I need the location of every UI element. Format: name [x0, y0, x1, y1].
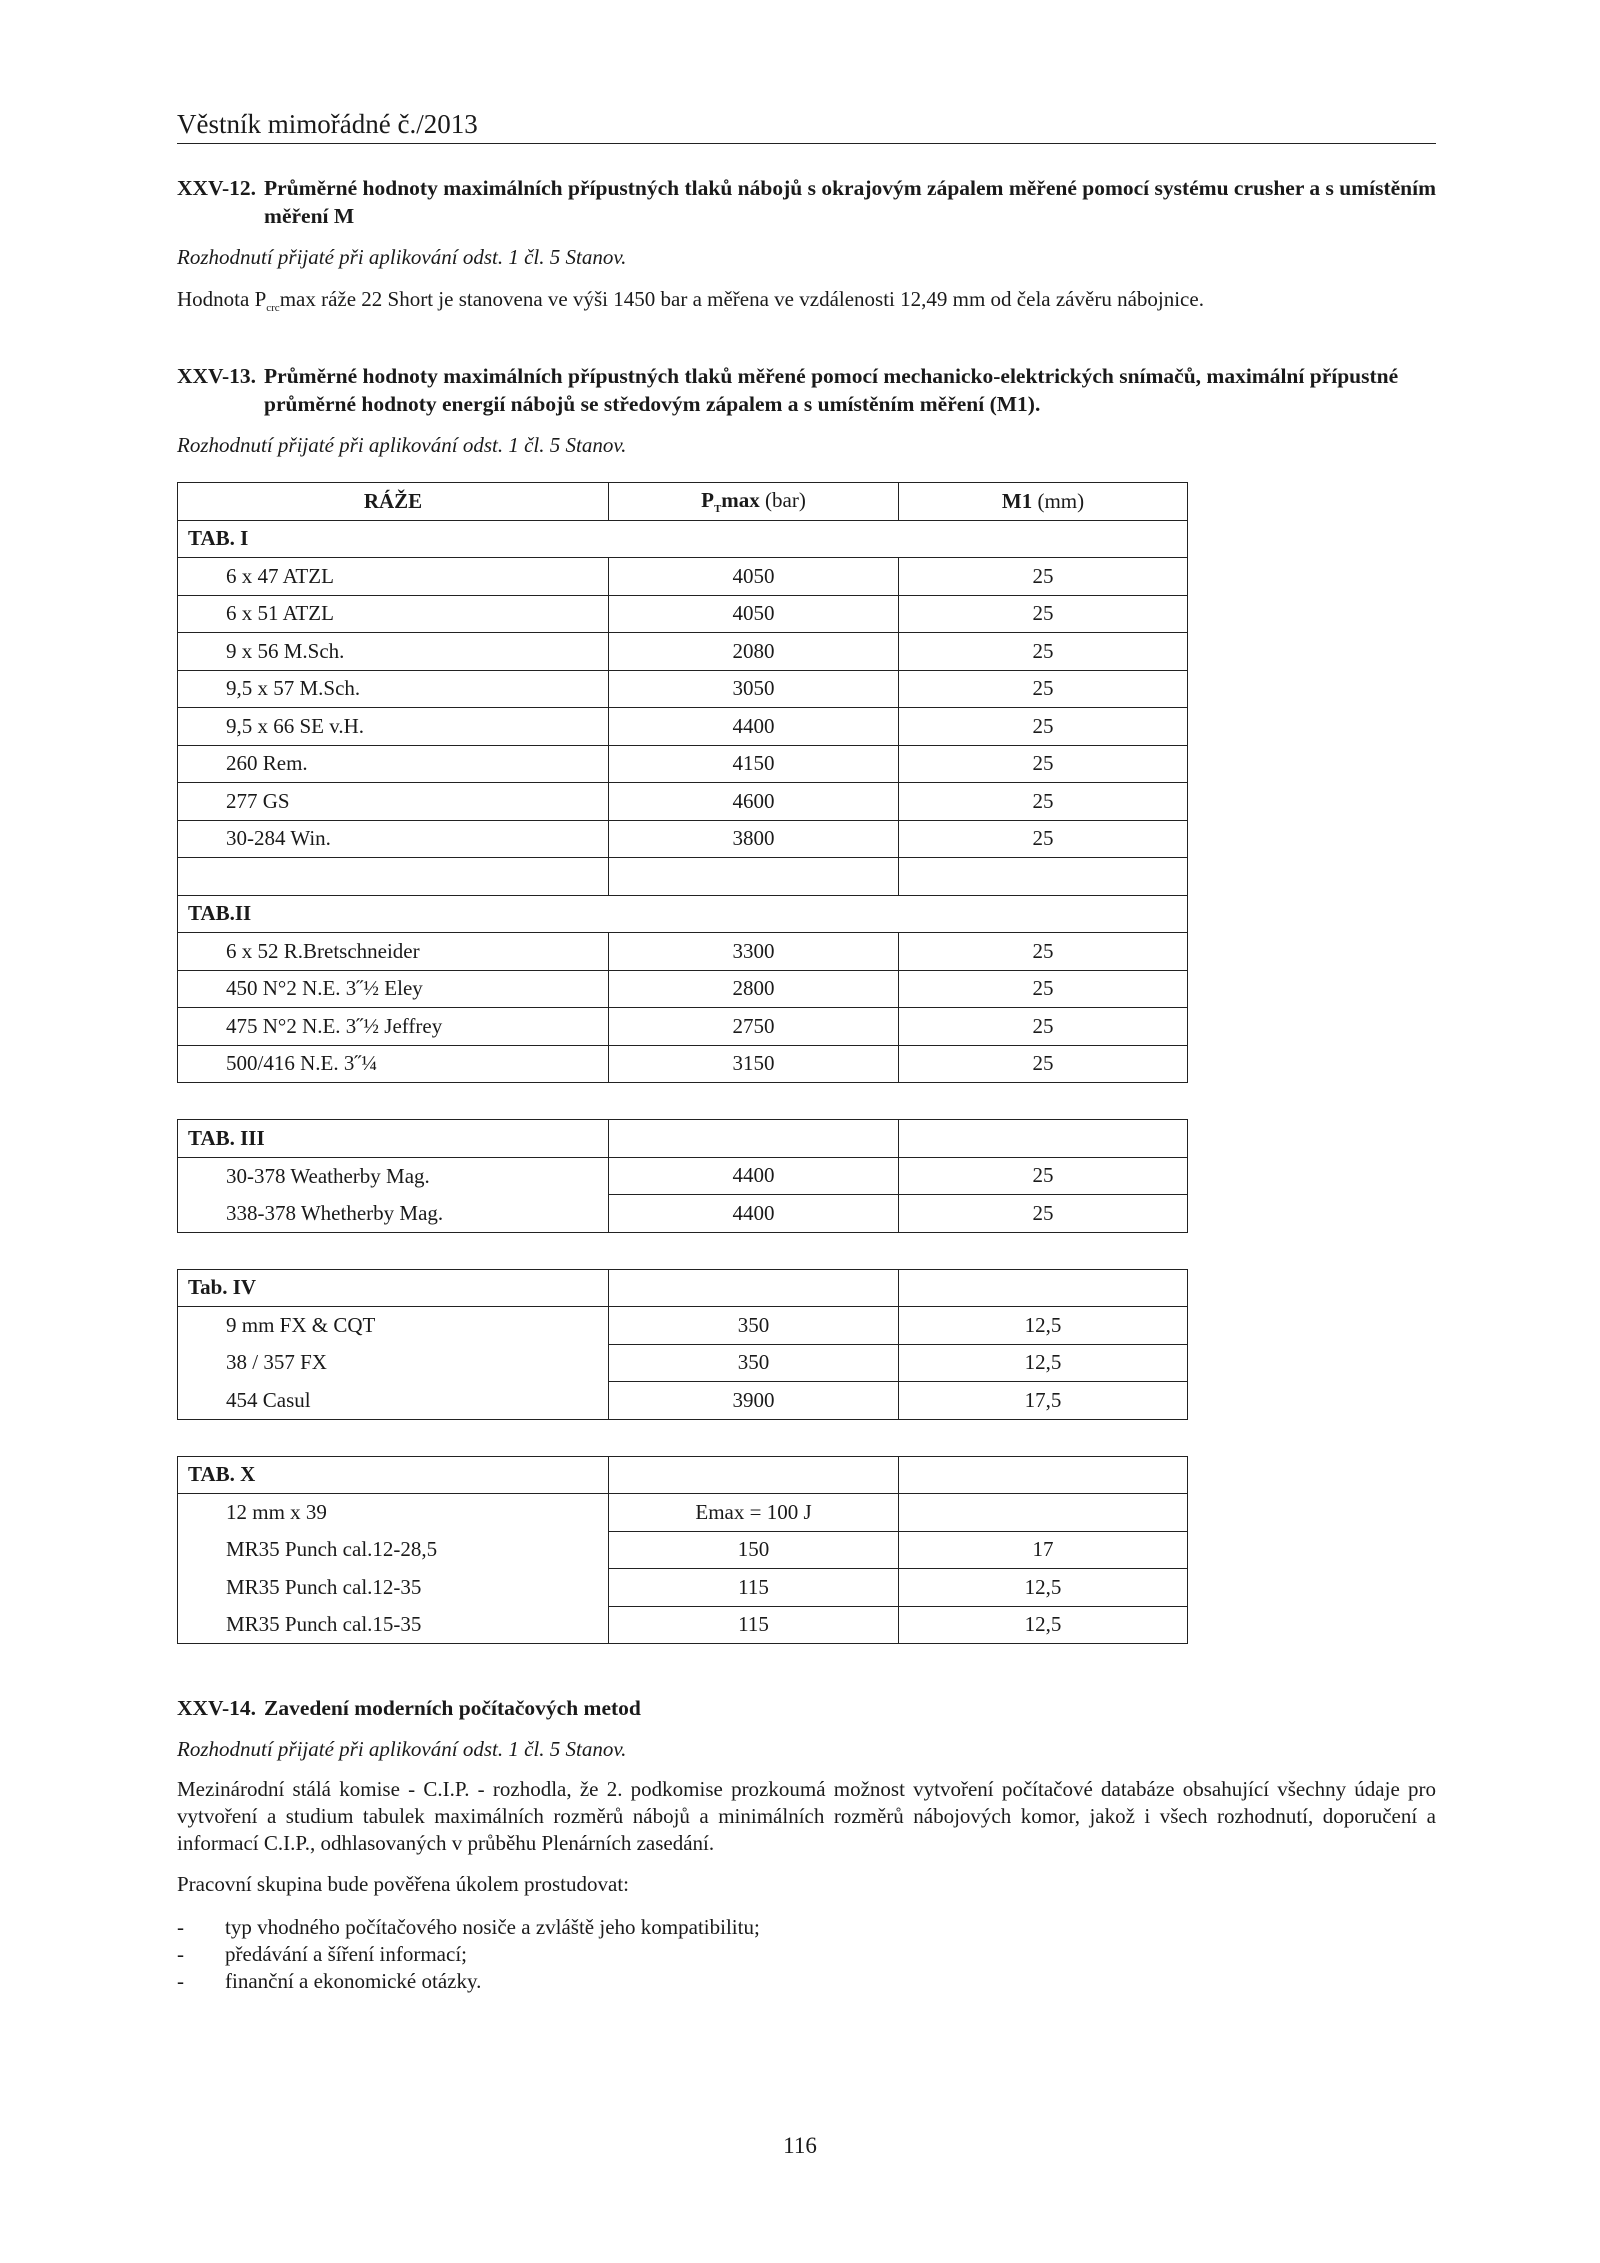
pmax-cell: 2750 — [609, 1008, 899, 1046]
group-label: TAB. I — [178, 520, 1188, 558]
caliber-cell: MR35 Punch cal.12-28,5 — [178, 1531, 609, 1569]
m1-cell: 12,5 — [899, 1344, 1188, 1382]
list-item-text: finanční a ekonomické otázky. — [225, 1969, 482, 1993]
pmax-cell: 4600 — [609, 783, 899, 821]
caliber-cell: 9,5 x 66 SE v.H. — [178, 708, 609, 746]
table-row — [178, 1008, 1188, 1046]
empty-cell — [609, 858, 899, 896]
caliber-cell: 6 x 47 ATZL — [178, 558, 609, 596]
table-row — [178, 1606, 1188, 1644]
pmax-cell: 150 — [609, 1531, 899, 1569]
m1-cell: 25 — [899, 820, 1188, 858]
decision-note: Rozhodnutí přijaté při aplikování odst. 1 čl. 5 Stanov. — [177, 433, 627, 457]
pmax-cell: 4400 — [609, 708, 899, 746]
section-number: XXV-13. — [177, 364, 257, 388]
bullet-dash: - — [177, 1969, 184, 1993]
m1-cell: 25 — [899, 783, 1188, 821]
paragraph-database: Mezinárodní stálá komise - C.I.P. - rozhodla, že 2. podkomise prozkoumá možnost vytvoření počítačové databáze obsahující všechny údaje pro vytvoření a studium tabulek maximálních rozměrů nábojů a minimálních rozměrů nábojových komor, jakož i všech rozhodnutí, doporučení a informací C.I.P., odhlasovaných v průběhu Plenárních zasedání. — [177, 1777, 1436, 1855]
group-label-row — [178, 1456, 1188, 1494]
table-row — [178, 708, 1188, 746]
group-label: Tab. IV — [178, 1269, 609, 1307]
caliber-cell: MR35 Punch cal.12-35 — [178, 1569, 609, 1607]
list-item — [177, 1941, 1436, 1968]
empty-cell — [609, 1456, 899, 1494]
empty-cell — [899, 1456, 1188, 1494]
pmax-cell: Emax = 100 J — [609, 1494, 899, 1532]
table-row — [178, 1045, 1188, 1083]
m1-cell: 25 — [899, 633, 1188, 671]
caliber-cell: 30-378 Weatherby Mag. — [178, 1157, 609, 1195]
table-row — [178, 558, 1188, 596]
m1-cell: 25 — [899, 970, 1188, 1008]
section-number: XXV-14. — [177, 1696, 257, 1720]
empty-cell — [899, 1269, 1188, 1307]
pmax-cell: 4400 — [609, 1195, 899, 1233]
group-label: TAB. III — [178, 1120, 609, 1158]
pmax-cell: 4050 — [609, 558, 899, 596]
table-row — [178, 1307, 1188, 1345]
column-header-pmax: $P_T\max$ (bar) — [609, 483, 899, 521]
pmax-cell: 350 — [609, 1307, 899, 1345]
table-spacer — [178, 1083, 1188, 1120]
table-row — [178, 820, 1188, 858]
group-label-row — [178, 1269, 1188, 1307]
m1-cell: 25 — [899, 933, 1188, 971]
caliber-cell: 9 x 56 M.Sch. — [178, 633, 609, 671]
section-title: Průměrné hodnoty maximálních přípustných tlaků nábojů s okrajovým zápalem měřené pomocí systému crusher a s umístěním měření M — [264, 176, 1436, 228]
caliber-cell: 475 N°2 N.E. 3˝½ Jeffrey — [178, 1008, 609, 1046]
decision-note: Rozhodnutí přijaté při aplikování odst. 1 čl. 5 Stanov. — [177, 245, 627, 269]
group-label-row — [178, 520, 1188, 558]
paragraph-pcrc: Hodnota $P_{crc}\max$ ráže 22 Short je stanovena ve výši 1450 bar a měřena ve vzdálenosti 12,49 mm od čela závěru nábojnice. — [177, 287, 1204, 314]
group-label: TAB.II — [178, 895, 1188, 933]
decision-note: Rozhodnutí přijaté při aplikování odst. 1 čl. 5 Stanov. — [177, 1737, 627, 1761]
group-label: TAB. X — [178, 1456, 609, 1494]
m1-cell: 25 — [899, 745, 1188, 783]
group-label-row — [178, 1120, 1188, 1158]
pmax-cell: 4050 — [609, 595, 899, 633]
pmax-cell: 3800 — [609, 820, 899, 858]
m1-cell: 25 — [899, 1008, 1188, 1046]
caliber-cell: 500/416 N.E. 3˝¼ — [178, 1045, 609, 1083]
m1-cell: 12,5 — [899, 1606, 1188, 1644]
list-item — [177, 1914, 1436, 1941]
pmax-cell: 3900 — [609, 1382, 899, 1420]
caliber-cell: 9,5 x 57 M.Sch. — [178, 670, 609, 708]
pmax-cell: 2080 — [609, 633, 899, 671]
paragraph-working-group: Pracovní skupina bude pověřena úkolem prostudovat: — [177, 1872, 629, 1896]
pmax-cell: 3050 — [609, 670, 899, 708]
empty-cell — [609, 1120, 899, 1158]
m1-cell — [899, 1494, 1188, 1532]
table-row — [178, 670, 1188, 708]
section-number: XXV-12. — [177, 176, 257, 200]
section-heading-xxv-12 — [177, 174, 1436, 230]
section-heading-xxv-14 — [177, 1694, 1436, 1722]
pmax-cell: 115 — [609, 1606, 899, 1644]
table-row — [178, 933, 1188, 971]
caliber-cell: MR35 Punch cal.15-35 — [178, 1606, 609, 1644]
table-row — [178, 1569, 1188, 1607]
table-header-row — [178, 483, 1188, 521]
table-row-empty — [178, 858, 1188, 896]
pmax-cell: 350 — [609, 1344, 899, 1382]
caliber-cell: 450 N°2 N.E. 3˝½ Eley — [178, 970, 609, 1008]
subscript-crc: crc — [266, 302, 280, 314]
table-row — [178, 745, 1188, 783]
section-title: Zavedení moderních počítačových metod — [264, 1696, 641, 1720]
m1-cell: 17 — [899, 1531, 1188, 1569]
m1-cell: 12,5 — [899, 1569, 1188, 1607]
page-number: 116 — [783, 2133, 817, 2158]
caliber-cell: 9 mm FX & CQT — [178, 1307, 609, 1345]
list-item — [177, 1968, 1436, 1995]
table-spacer — [178, 1232, 1188, 1269]
bullet-list — [177, 1914, 1436, 1995]
table-row — [178, 1344, 1188, 1382]
column-header-m1: M1 (mm) — [899, 483, 1188, 521]
m1-cell: 25 — [899, 1195, 1188, 1233]
caliber-cell: 338-378 Whetherby Mag. — [178, 1195, 609, 1233]
m1-cell: 12,5 — [899, 1307, 1188, 1345]
section-title: Průměrné hodnoty maximálních přípustných tlaků měřené pomocí mechanicko-elektrických snímačů, maximální přípustné průměrné hodnoty energií nábojů se středovým zápalem a s umístěním měření (M1). — [264, 364, 1399, 416]
empty-cell — [899, 1120, 1188, 1158]
table-row — [178, 1494, 1188, 1532]
caliber-cell: 38 / 357 FX — [178, 1344, 609, 1382]
list-item-text: předávání a šíření informací; — [225, 1942, 467, 1966]
running-head: Věstník mimořádné č./2013 — [177, 108, 1436, 144]
pmax-cell: 115 — [609, 1569, 899, 1607]
m1-cell: 25 — [899, 670, 1188, 708]
m1-cell: 25 — [899, 558, 1188, 596]
caliber-cell: 6 x 52 R.Bretschneider — [178, 933, 609, 971]
table-row — [178, 1382, 1188, 1420]
bullet-dash: - — [177, 1915, 184, 1939]
empty-cell — [899, 858, 1188, 896]
table-row — [178, 595, 1188, 633]
pmax-cell: 4150 — [609, 745, 899, 783]
table-row — [178, 1157, 1188, 1195]
caliber-cell: 12 mm x 39 — [178, 1494, 609, 1532]
m1-cell: 25 — [899, 708, 1188, 746]
pmax-cell: 2800 — [609, 970, 899, 1008]
group-label-row — [178, 895, 1188, 933]
table-row — [178, 1531, 1188, 1569]
table-row — [178, 783, 1188, 821]
table-row — [178, 633, 1188, 671]
section-heading-xxv-13 — [177, 362, 1436, 418]
caliber-cell: 260 Rem. — [178, 745, 609, 783]
table-row — [178, 970, 1188, 1008]
empty-cell — [609, 1269, 899, 1307]
bullet-dash: - — [177, 1942, 184, 1966]
m1-cell: 25 — [899, 1157, 1188, 1195]
list-item-text: typ vhodného počítačového nosiče a zvláště jeho kompatibilitu; — [225, 1915, 760, 1939]
caliber-cell: 6 x 51 ATZL — [178, 595, 609, 633]
caliber-cell: 30-284 Win. — [178, 820, 609, 858]
column-header-caliber: RÁŽE — [178, 483, 609, 521]
document-page — [177, 108, 1436, 1995]
table-spacer — [178, 1419, 1188, 1456]
caliber-cell: 277 GS — [178, 783, 609, 821]
pmax-cell: 4400 — [609, 1157, 899, 1195]
pmax-cell: 3300 — [609, 933, 899, 971]
m1-cell: 17,5 — [899, 1382, 1188, 1420]
m1-cell: 25 — [899, 595, 1188, 633]
caliber-table — [177, 482, 1188, 1644]
table-row — [178, 1195, 1188, 1233]
empty-cell — [178, 858, 609, 896]
m1-cell: 25 — [899, 1045, 1188, 1083]
pmax-cell: 3150 — [609, 1045, 899, 1083]
caliber-cell: 454 Casul — [178, 1382, 609, 1420]
